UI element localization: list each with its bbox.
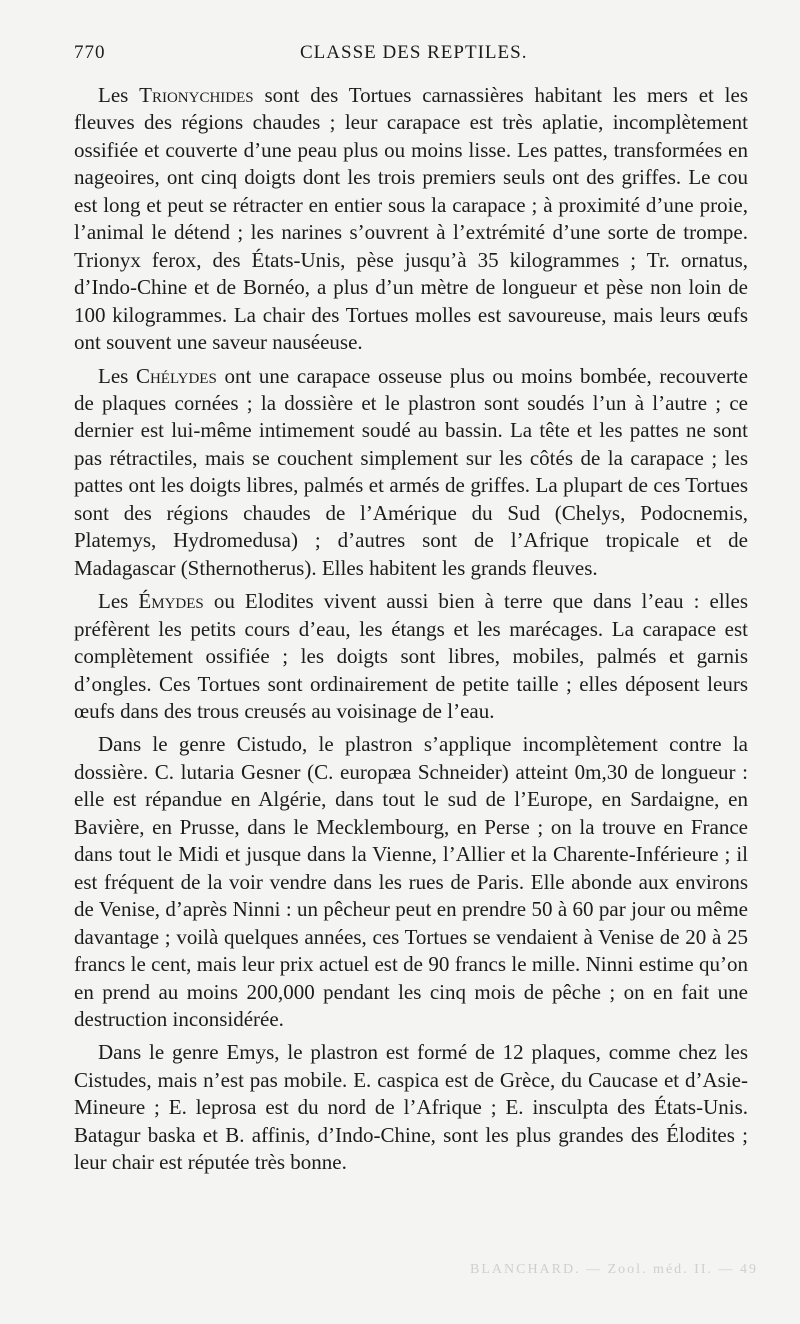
paragraph-emydes: Les Émydes ou Elodites vivent aussi bien à terre que dans l’eau : elles préfèrent les petits cours d’eau, les étangs et les marécages. La carapace est complètement ossifiée ; les doigts sont libres, mobiles, palmés et garnis d’ongles. Ces Tortues sont ordinairement de petite taille ; elles déposent leurs œufs dans des trous creusés au voisinage de l’eau. (74, 589, 748, 723)
paragraph-trionychides: Les Trionychides sont des Tortues carnassières habitant les mers et les fleuves des régions chaudes ; leur carapace est très aplatie, incomplètement ossifiée et couverte d’une peau plus ou moins lisse. Les pattes, transformées en nageoires, ont cinq doigts dont les trois premiers seuls ont des griffes. Le cou est long et peut se rétracter en entier sous la carapace ; à proximité d’une proie, l’animal le détend ; les narines s’ouvrent à l’extrémité d’une sorte de trompe. Trionyx ferox, des États-Unis, pèse jusqu’à 35 kilogrammes ; Tr. ornatus, d’Indo-Chine et de Bornéo, a plus d’un mètre de longueur et pèse non loin de 100 kilogrammes. La chair des Tortues molles est savoureuse, mais leurs œufs ont souvent une saveur nauséeuse. (74, 83, 748, 355)
paragraph-trionychides-text: sont des Tortues carnassières habitant les mers et les fleuves des régions chaudes ; leur carapace est très aplatie, incomplètement ossifiée et couverte d’une peau plus ou moins lisse. Les pattes, transformées en nageoires, ont cinq doigts dont les trois premiers seuls ont des griffes. Le cou est long et peut se rétracter en entier sous la carapace ; à proximité d’une proie, l’animal le détend ; les narines s’ouvrent à l’extrémité d’une sorte de trompe. Trionyx ferox, des États-Unis, pèse jusqu’à 35 kilogrammes ; Tr. ornatus, d’Indo-Chine et de Bornéo, a plus d’un mètre de longueur et pèse non loin de 100 kilogrammes. La chair des Tortues molles est savoureuse, mais leurs œufs ont souvent une saveur nauséeuse. (74, 83, 748, 355)
paragraph-chelydes-text: ont une carapace osseuse plus ou moins bombée, recouverte de plaques cornées ; la dossière et le plastron sont soudés l’un à l’autre ; ce dernier est lui-même intimement soudé au bassin. La tête et les pattes ne sont pas rétractiles, mais se couchent simplement sur les côtés de la carapace ; les pattes ont les doigts libres, palmés et armés de griffes. La plupart de ces Tortues sont des régions chaudes de l’Amérique du Sud (Chelys, Podocnemis, Platemys, Hydromedusa) ; d’autres sont de l’Afrique tropicale et de Madagascar (Sthernotherus). Elles habitent les grands fleuves. (74, 363, 748, 580)
family-name-emydes: Émydes (138, 589, 204, 614)
paragraph-emys: Dans le genre Emys, le plastron est formé de 12 plaques, comme chez les Cistudes, mais n’est pas mobile. E. caspica est de Grèce, du Caucase et d’Asie-Mineure ; E. leprosa est du nord de l’Afrique ; E. insculpta des États-Unis. Batagur baska et B. affinis, d’Indo-Chine, sont les plus grandes des Élodites ; leur chair est réputée très bonne. (74, 1040, 748, 1175)
paragraph-chelydes: Les Chélydes ont une carapace osseuse plus ou moins bombée, recouverte de plaques cornées ; la dossière et le plastron sont soudés l’un à l’autre ; ce dernier est lui-même intimement soudé au bassin. La tête et les pattes ne sont pas rétractiles, mais se couchent simplement sur les côtés de la carapace ; les pattes ont les doigts libres, palmés et armés de griffes. La plupart de ces Tortues sont des régions chaudes de l’Amérique du Sud (Chelys, Podocnemis, Platemys, Hydromedusa) ; d’autres sont de l’Afrique tropicale et de Madagascar (Sthernotherus). Elles habitent les grands fleuves. (74, 363, 748, 580)
page-number: 770 (74, 42, 106, 63)
paragraph-cistudo: Dans le genre Cistudo, le plastron s’applique incomplètement contre la dossière. C. lutaria Gesner (C. europæa Schneider) atteint 0m,30 de longueur : elle est répandue en Algérie, dans tout le sud de l’Europe, en Sardaigne, en Bavière, en Prusse, dans le Mecklembourg, en Perse ; on la trouve en France dans tout le Midi et jusque dans la Vienne, l’Allier et la Charente-Inférieure ; il est fréquent de la voir vendre dans les rues de Paris. Elle abonde aux environs de Venise, d’après Ninni : un pêcheur peut en prendre 50 à 60 par jour ou même davantage ; voilà quelques années, ces Tortues se vendaient à Venise de 20 à 25 francs le cent, mais leur prix actuel est de 90 francs le mille. Ninni estime qu’on en prend au moins 200,000 pendant les cinq mois de pêche ; on en fait une destruction inconsidérée. (74, 732, 748, 1031)
bleed-through-footer: BLANCHARD. — Zool. méd. II. — 49 (470, 1262, 758, 1277)
family-name-trionychides: Trionychides (139, 83, 254, 107)
paragraph-emydes-text: ou Elodites vivent aussi bien à terre que dans l’eau : elles préfèrent les petits cours d’eau, les étangs et les marécages. La carapace est complètement ossifiée ; les doigts sont libres, mobiles, palmés et garnis d’ongles. Ces Tortues sont ordinairement de petite taille ; elles déposent leurs œufs dans des trous creusés au voisinage de l’eau. (74, 589, 748, 723)
page-header (74, 42, 534, 72)
family-name-chelydes: Chélydes (135, 363, 217, 388)
running-title: CLASSE DES REPTILES. (300, 42, 528, 63)
body-text (74, 82, 748, 1183)
